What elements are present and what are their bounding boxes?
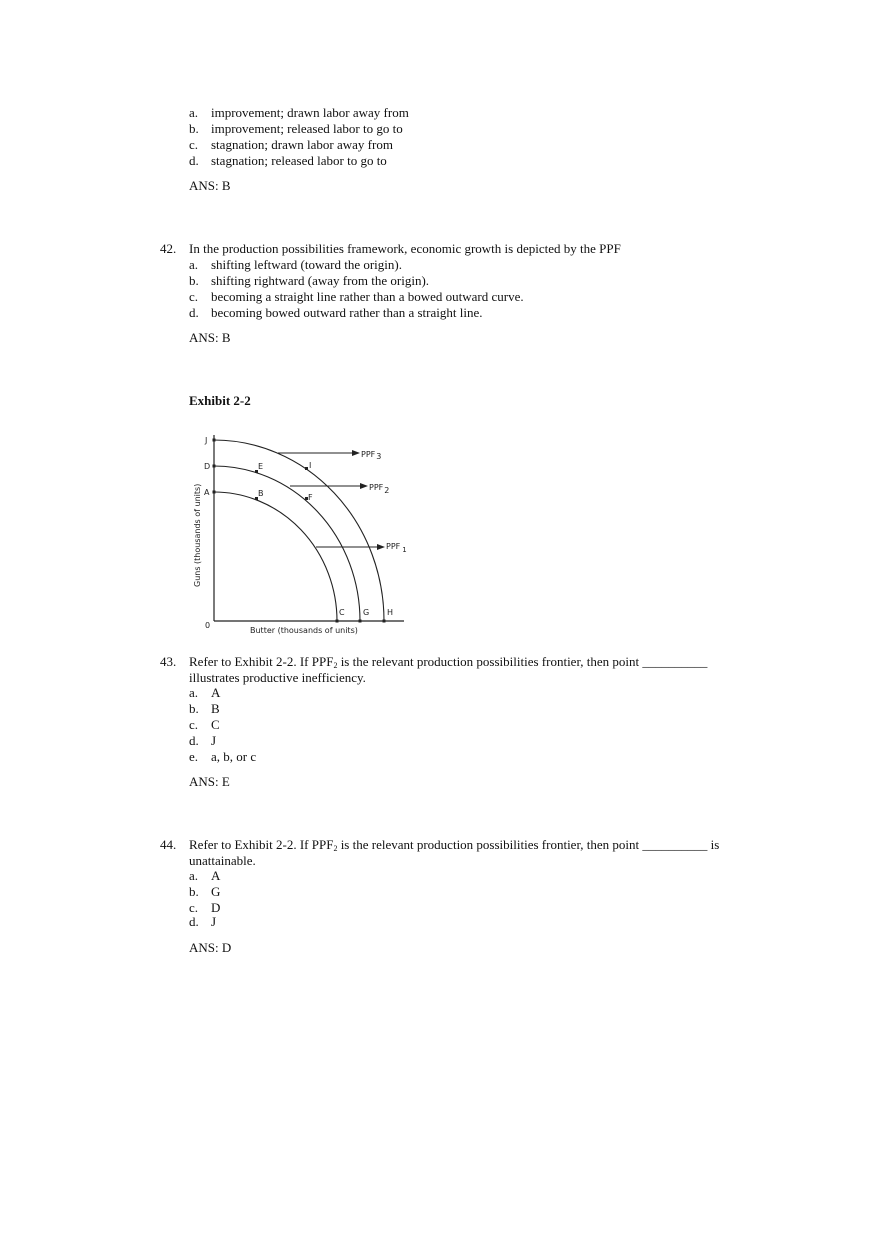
q44-option-d [189,914,216,930]
option-text: becoming a straight line rather than a bowed outward curve. [211,289,524,304]
ppf2-curve [214,466,360,621]
q44-option-b [189,884,220,900]
option-text: J [211,733,217,748]
point-c-label: C [339,608,345,617]
q42-stem: In the production possibilities framework, economic growth is depicted by the PPF [189,241,621,256]
option-text: B [211,701,220,716]
stem-subscript: 2 [333,661,338,670]
q43-option-a [189,685,220,701]
point-d-label: D [204,462,211,471]
option-letter: b. [189,701,199,716]
point-j-marker [213,439,216,442]
option-letter: c. [189,900,199,915]
option-letter: a. [189,257,199,272]
option-letter: b. [189,884,199,899]
q43-option-b [189,701,220,717]
q42-option-a [189,257,402,273]
point-f-label: F [308,493,313,502]
point-i-label: I [309,461,312,470]
option-text: G [211,884,221,899]
option-letter: d. [189,305,199,320]
q44-number: 44. [160,837,177,852]
point-i-marker [305,467,308,470]
option-letter: b. [189,121,199,136]
q42-option-d [189,305,482,321]
ppf2-label: PPF2 [369,483,390,495]
option-text: a, b, or c [211,749,257,764]
option-text: J [211,914,217,929]
ppf3-curve [214,440,384,621]
ppf2-arrowhead [360,483,368,489]
q43-option-e [189,749,256,765]
option-letter: a. [189,868,199,883]
option-letter: d. [189,733,199,748]
point-d-marker [213,465,216,468]
exhibit-title: Exhibit 2-2 [189,393,251,408]
stem-text: is the relevant production possibilities frontier, then point __________ [337,654,708,669]
option-letter: e. [189,749,199,764]
y-axis-label: Guns (thousands of units) [193,483,202,587]
ppf3-arrowhead [352,450,360,456]
option-text: shifting leftward (toward the origin). [211,257,402,272]
option-letter: b. [189,273,199,288]
point-a-label: A [204,488,210,497]
option-text: improvement; drawn labor away from [211,105,409,120]
origin-label: 0 [205,621,211,630]
q43-stem-line2: illustrates productive inefficiency. [189,670,366,685]
ppf1-label: PPF 1 [386,542,407,554]
q42-answer: ANS: B [189,330,231,345]
q41-option-b [189,121,403,137]
q42-option-c [189,289,524,305]
q43-option-d [189,733,216,749]
option-text: A [211,685,221,700]
stem-text: Refer to Exhibit 2-2. If PPF [189,837,334,852]
q42-number: 42. [160,241,177,256]
point-e-label: E [258,462,264,471]
q41-answer: ANS: B [189,178,231,193]
stem-subscript: 2 [333,844,338,853]
point-a-marker [213,491,216,494]
option-letter: c. [189,137,199,152]
q44-stem [189,837,719,857]
q42-option-b [189,273,429,289]
point-h-label: H [387,608,394,617]
point-j-label: J [205,436,208,445]
q44-option-a [189,868,220,884]
option-text: stagnation; drawn labor away from [211,137,393,152]
option-letter: a. [189,685,199,700]
option-text: C [211,717,220,732]
option-text: A [211,868,221,883]
option-letter: d. [189,914,199,929]
q43-number: 43. [160,654,177,669]
point-g-marker [359,620,362,623]
point-g-label: G [363,608,370,617]
ppf1-curve [214,492,337,621]
option-text: improvement; released labor to go to [211,121,403,136]
q41-option-d [189,153,387,169]
option-letter: c. [189,289,199,304]
option-letter: a. [189,105,199,120]
q41-option-c [189,137,393,153]
q43-answer: ANS: E [189,774,230,789]
stem-text: is the relevant production possibilities frontier, then point __________ is [337,837,720,852]
option-text: shifting rightward (away from the origin). [211,273,430,288]
ppf1-arrowhead [377,544,385,550]
q44-stem-line2: unattainable. [189,853,256,868]
option-letter: c. [189,717,199,732]
x-axis-label: Butter (thousands of units) [250,626,358,635]
q41-option-a [189,105,409,121]
q43-option-c [189,717,220,733]
option-letter: d. [189,153,199,168]
ppf-diagram [188,425,424,640]
option-text: D [211,900,221,915]
q44-answer: ANS: D [189,940,232,955]
ppf3-label: PPF3 [361,450,382,461]
option-text: stagnation; released labor to go to [211,153,387,168]
point-b-label: B [258,489,264,498]
option-text: becoming bowed outward rather than a straight line. [211,305,483,320]
point-h-marker [383,620,386,623]
point-c-marker [336,620,339,623]
stem-text: Refer to Exhibit 2-2. If PPF [189,654,334,669]
